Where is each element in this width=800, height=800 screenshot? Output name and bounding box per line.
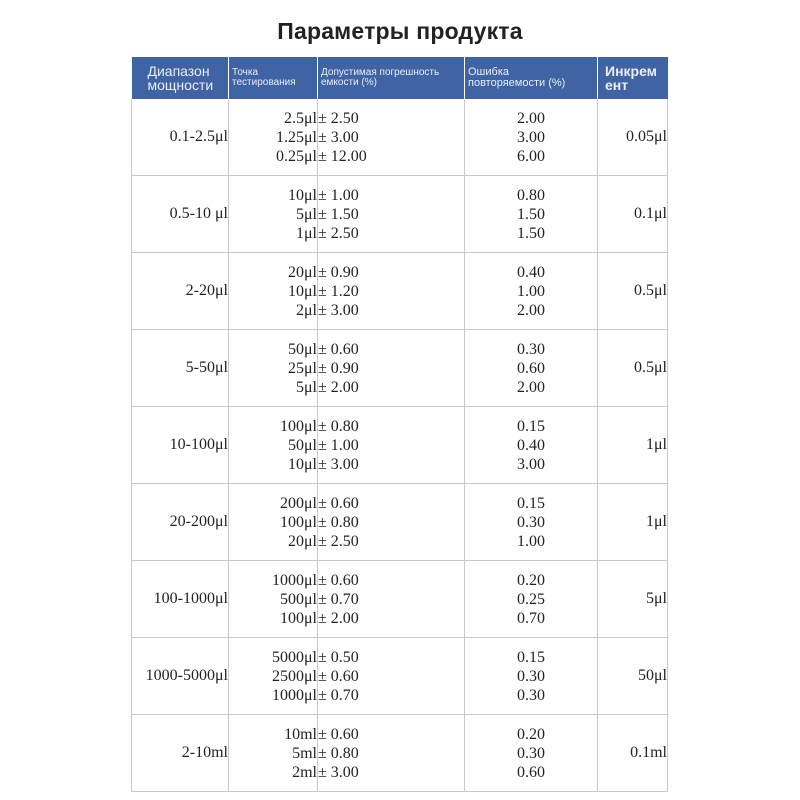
test-point-value: 100μl	[279, 417, 317, 435]
table-row	[132, 715, 668, 792]
repeatability-value: 1.50	[517, 224, 545, 242]
test-point-value: 2.5μl	[283, 109, 317, 127]
test-point-value: 5ml	[292, 744, 317, 762]
increment-cell: 0.5μl	[598, 330, 668, 407]
test-point-value: 10ml	[284, 725, 317, 743]
accuracy-value: ± 2.50	[318, 109, 359, 127]
repeatability-value: 0.15	[517, 494, 545, 512]
repeatability-value: 2.00	[517, 301, 545, 319]
repeatability-cell	[465, 484, 598, 561]
accuracy-value: ± 2.50	[318, 224, 359, 242]
table-row	[132, 99, 668, 176]
test-points-cell	[229, 638, 318, 715]
capacity-range-cell: 100-1000μl	[132, 561, 229, 638]
test-point-value: 100μl	[279, 609, 317, 627]
accuracy-cell	[318, 407, 465, 484]
accuracy-value: ± 1.20	[318, 282, 359, 300]
table-row	[132, 407, 668, 484]
repeatability-value: 0.15	[517, 417, 545, 435]
accuracy-value: ± 0.70	[318, 590, 359, 608]
repeatability-value: 0.20	[517, 725, 545, 743]
table-row	[132, 561, 668, 638]
capacity-range-cell: 0.5-10 μl	[132, 176, 229, 253]
test-point-value: 2500μl	[271, 667, 317, 685]
header-increment	[598, 57, 668, 99]
repeatability-cell	[465, 561, 598, 638]
header-accuracy	[318, 57, 465, 99]
accuracy-value: ± 0.90	[318, 263, 359, 281]
test-point-value: 10μl	[287, 282, 317, 300]
test-point-value: 5000μl	[271, 648, 317, 666]
repeatability-value: 0.60	[517, 763, 545, 781]
header-repeatability	[465, 57, 598, 99]
table-row	[132, 638, 668, 715]
repeatability-value: 0.25	[517, 590, 545, 608]
accuracy-value: ± 3.00	[318, 301, 359, 319]
test-point-value: 1.25μl	[275, 128, 317, 146]
repeatability-value: 6.00	[517, 147, 545, 165]
header-label: Ошибка повторяемости (%)	[468, 66, 566, 89]
accuracy-cell	[318, 176, 465, 253]
accuracy-value: ± 3.00	[318, 455, 359, 473]
test-point-value: 1000μl	[271, 571, 317, 589]
repeatability-cell	[465, 253, 598, 330]
repeatability-value: 3.00	[517, 455, 545, 473]
repeatability-cell	[465, 638, 598, 715]
accuracy-value: ± 12.00	[318, 147, 367, 165]
test-point-value: 10μl	[287, 455, 317, 473]
repeatability-value: 0.40	[517, 263, 545, 281]
test-point-value: 5μl	[295, 205, 317, 223]
accuracy-value: ± 0.60	[318, 494, 359, 512]
repeatability-value: 0.40	[517, 436, 545, 454]
capacity-range-cell: 10-100μl	[132, 407, 229, 484]
accuracy-value: ± 0.60	[318, 571, 359, 589]
header-label: Допустимая погрешность емкости (%)	[321, 67, 440, 88]
increment-cell: 0.1μl	[598, 176, 668, 253]
increment-cell: 5μl	[598, 561, 668, 638]
product-parameters-table	[131, 57, 668, 792]
repeatability-value: 2.00	[517, 109, 545, 127]
capacity-range-cell: 2-20μl	[132, 253, 229, 330]
table-row	[132, 330, 668, 407]
accuracy-value: ± 1.00	[318, 186, 359, 204]
test-points-cell	[229, 561, 318, 638]
table-row	[132, 176, 668, 253]
accuracy-value: ± 3.00	[318, 128, 359, 146]
repeatability-value: 1.00	[517, 532, 545, 550]
test-point-value: 20μl	[287, 263, 317, 281]
increment-cell: 1μl	[598, 407, 668, 484]
test-point-value: 2ml	[292, 763, 317, 781]
repeatability-value: 1.00	[517, 282, 545, 300]
header-test-point	[229, 57, 318, 99]
header-label: Точка тестирования	[232, 67, 296, 88]
capacity-range-cell: 5-50μl	[132, 330, 229, 407]
repeatability-value: 0.20	[517, 571, 545, 589]
table-header	[132, 57, 668, 99]
capacity-range-cell: 2-10ml	[132, 715, 229, 792]
page-title: Параметры продукта	[277, 18, 523, 44]
accuracy-cell	[318, 99, 465, 176]
accuracy-value: ± 0.80	[318, 417, 359, 435]
capacity-range-cell: 1000-5000μl	[132, 638, 229, 715]
repeatability-value: 0.30	[517, 744, 545, 762]
accuracy-value: ± 0.70	[318, 686, 359, 704]
accuracy-value: ± 0.60	[318, 340, 359, 358]
test-point-value: 1μl	[295, 224, 317, 242]
test-points-cell	[229, 484, 318, 561]
header-label: Инкрем ент	[605, 63, 658, 93]
header-capacity-range	[132, 57, 229, 99]
test-point-value: 50μl	[287, 436, 317, 454]
repeatability-cell	[465, 407, 598, 484]
accuracy-value: ± 2.00	[318, 609, 359, 627]
increment-cell: 0.05μl	[598, 99, 668, 176]
repeatability-value: 0.30	[517, 340, 545, 358]
table-row	[132, 253, 668, 330]
capacity-range-cell: 0.1-2.5μl	[132, 99, 229, 176]
accuracy-cell	[318, 484, 465, 561]
repeatability-value: 0.80	[517, 186, 545, 204]
test-point-value: 500μl	[279, 590, 317, 608]
test-point-value: 0.25μl	[275, 147, 317, 165]
test-points-cell	[229, 407, 318, 484]
table-row	[132, 484, 668, 561]
accuracy-value: ± 2.00	[318, 378, 359, 396]
accuracy-cell	[318, 561, 465, 638]
accuracy-value: ± 0.60	[318, 725, 359, 743]
accuracy-cell	[318, 715, 465, 792]
accuracy-value: ± 0.60	[318, 667, 359, 685]
test-point-value: 1000μl	[271, 686, 317, 704]
repeatability-value: 2.00	[517, 378, 545, 396]
test-point-value: 10μl	[287, 186, 317, 204]
test-point-value: 5μl	[295, 378, 317, 396]
accuracy-value: ± 1.00	[318, 436, 359, 454]
accuracy-value: ± 0.90	[318, 359, 359, 377]
repeatability-value: 1.50	[517, 205, 545, 223]
test-points-cell	[229, 715, 318, 792]
accuracy-value: ± 0.50	[318, 648, 359, 666]
repeatability-value: 0.30	[517, 686, 545, 704]
test-point-value: 2μl	[295, 301, 317, 319]
test-point-value: 25μl	[287, 359, 317, 377]
test-point-value: 20μl	[287, 532, 317, 550]
test-points-cell	[229, 253, 318, 330]
accuracy-value: ± 2.50	[318, 532, 359, 550]
test-point-value: 100μl	[279, 513, 317, 531]
accuracy-cell	[318, 253, 465, 330]
accuracy-cell	[318, 638, 465, 715]
accuracy-value: ± 1.50	[318, 205, 359, 223]
repeatability-value: 3.00	[517, 128, 545, 146]
accuracy-value: ± 0.80	[318, 513, 359, 531]
repeatability-cell	[465, 99, 598, 176]
repeatability-value: 0.15	[517, 648, 545, 666]
repeatability-cell	[465, 330, 598, 407]
repeatability-value: 0.70	[517, 609, 545, 627]
header-row	[132, 57, 668, 99]
increment-cell: 0.5μl	[598, 253, 668, 330]
repeatability-cell	[465, 715, 598, 792]
increment-cell: 1μl	[598, 484, 668, 561]
repeatability-value: 0.30	[517, 513, 545, 531]
test-point-value: 200μl	[279, 494, 317, 512]
repeatability-value: 0.30	[517, 667, 545, 685]
capacity-range-cell: 20-200μl	[132, 484, 229, 561]
table-body	[132, 99, 668, 792]
accuracy-value: ± 3.00	[318, 763, 359, 781]
accuracy-cell	[318, 330, 465, 407]
increment-cell: 50μl	[598, 638, 668, 715]
repeatability-cell	[465, 176, 598, 253]
accuracy-value: ± 0.80	[318, 744, 359, 762]
test-point-value: 50μl	[287, 340, 317, 358]
increment-cell: 0.1ml	[598, 715, 668, 792]
test-points-cell	[229, 176, 318, 253]
test-points-cell	[229, 99, 318, 176]
repeatability-value: 0.60	[517, 359, 545, 377]
test-points-cell	[229, 330, 318, 407]
header-label: Диапазон мощности	[147, 63, 214, 93]
